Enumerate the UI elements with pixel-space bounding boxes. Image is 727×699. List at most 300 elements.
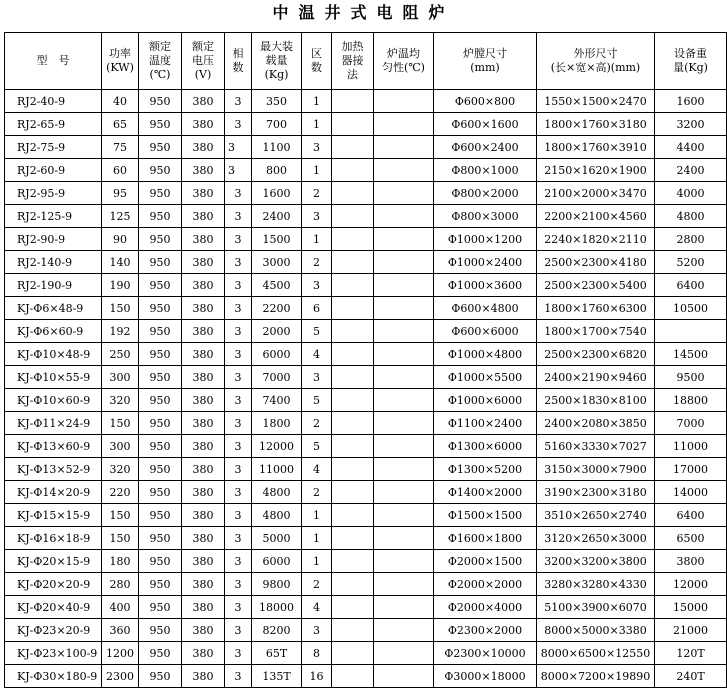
cell-power: 180 [102, 550, 139, 573]
cell-weight: 120T [655, 642, 727, 665]
cell-heater [332, 481, 374, 504]
cell-uniformity [374, 366, 434, 389]
cell-voltage: 380 [182, 435, 225, 458]
cell-power: 150 [102, 504, 139, 527]
cell-voltage: 380 [182, 343, 225, 366]
cell-outer: 2500×2300×6820 [537, 343, 655, 366]
cell-voltage: 380 [182, 113, 225, 136]
furnace-spec-table [4, 32, 727, 688]
cell-weight: 21000 [655, 619, 727, 642]
cell-phase: 3 [225, 251, 252, 274]
cell-temp: 950 [139, 228, 182, 251]
table-row [5, 642, 727, 665]
cell-temp: 950 [139, 182, 182, 205]
cell-heater [332, 504, 374, 527]
cell-voltage: 380 [182, 274, 225, 297]
cell-voltage: 380 [182, 619, 225, 642]
cell-temp: 950 [139, 412, 182, 435]
cell-voltage: 380 [182, 458, 225, 481]
cell-phase: 3 [225, 343, 252, 366]
cell-load: 2000 [252, 320, 302, 343]
cell-load: 1500 [252, 228, 302, 251]
cell-uniformity [374, 389, 434, 412]
cell-power: 250 [102, 343, 139, 366]
cell-outer: 2500×1830×8100 [537, 389, 655, 412]
cell-load: 11000 [252, 458, 302, 481]
cell-phase: 3 [225, 550, 252, 573]
cell-chamber: Φ1300×5200 [434, 458, 537, 481]
cell-model: RJ2-40-9 [5, 90, 102, 113]
cell-weight: 18800 [655, 389, 727, 412]
cell-heater [332, 550, 374, 573]
cell-model: KJ-Φ15×15-9 [5, 504, 102, 527]
cell-power: 90 [102, 228, 139, 251]
cell-temp: 950 [139, 596, 182, 619]
cell-power: 140 [102, 251, 139, 274]
table-row [5, 182, 727, 205]
cell-power: 320 [102, 458, 139, 481]
cell-uniformity [374, 527, 434, 550]
cell-uniformity [374, 458, 434, 481]
table-row [5, 550, 727, 573]
header-heater: 加热 器接 法 [332, 33, 374, 90]
cell-chamber: Φ600×1600 [434, 113, 537, 136]
cell-model: RJ2-95-9 [5, 182, 102, 205]
cell-temp: 950 [139, 90, 182, 113]
cell-zones: 1 [302, 504, 332, 527]
page-title: 中温井式电阻炉 [272, 3, 455, 22]
cell-temp: 950 [139, 297, 182, 320]
cell-model: KJ-Φ14×20-9 [5, 481, 102, 504]
cell-phase: 3 [225, 458, 252, 481]
cell-chamber: Φ2000×4000 [434, 596, 537, 619]
cell-voltage: 380 [182, 412, 225, 435]
cell-voltage: 380 [182, 366, 225, 389]
cell-power: 95 [102, 182, 139, 205]
header-outer: 外形尺寸 (长×宽×高)(mm) [537, 33, 655, 90]
table-row [5, 274, 727, 297]
cell-model: KJ-Φ16×18-9 [5, 527, 102, 550]
table-row [5, 458, 727, 481]
cell-phase: 3 [225, 159, 252, 182]
table-row [5, 596, 727, 619]
cell-phase: 3 [225, 182, 252, 205]
cell-heater [332, 665, 374, 688]
cell-chamber: Φ2300×10000 [434, 642, 537, 665]
cell-weight: 3800 [655, 550, 727, 573]
cell-temp: 950 [139, 159, 182, 182]
cell-zones: 6 [302, 297, 332, 320]
cell-power: 65 [102, 113, 139, 136]
cell-outer: 3510×2650×2740 [537, 504, 655, 527]
cell-chamber: Φ600×800 [434, 90, 537, 113]
cell-heater [332, 435, 374, 458]
cell-outer: 3200×3200×3800 [537, 550, 655, 573]
cell-phase: 3 [225, 665, 252, 688]
cell-load: 1600 [252, 182, 302, 205]
cell-zones: 4 [302, 596, 332, 619]
cell-zones: 1 [302, 113, 332, 136]
cell-weight: 240T [655, 665, 727, 688]
header-zones: 区 数 [302, 33, 332, 90]
cell-load: 5000 [252, 527, 302, 550]
cell-power: 192 [102, 320, 139, 343]
cell-zones: 4 [302, 343, 332, 366]
table-row [5, 366, 727, 389]
cell-weight: 2400 [655, 159, 727, 182]
cell-weight: 9500 [655, 366, 727, 389]
cell-outer: 3190×2300×3180 [537, 481, 655, 504]
cell-zones: 2 [302, 412, 332, 435]
cell-zones: 1 [302, 90, 332, 113]
header-load: 最大装 载量 (Kg) [252, 33, 302, 90]
cell-power: 220 [102, 481, 139, 504]
cell-load: 4800 [252, 504, 302, 527]
header-power: 功率 (KW) [102, 33, 139, 90]
cell-uniformity [374, 159, 434, 182]
cell-heater [332, 320, 374, 343]
cell-model: KJ-Φ13×60-9 [5, 435, 102, 458]
cell-zones: 1 [302, 527, 332, 550]
cell-power: 320 [102, 389, 139, 412]
cell-chamber: Φ600×4800 [434, 297, 537, 320]
table-row [5, 481, 727, 504]
cell-model: RJ2-125-9 [5, 205, 102, 228]
cell-uniformity [374, 550, 434, 573]
cell-load: 7400 [252, 389, 302, 412]
cell-load: 2400 [252, 205, 302, 228]
table-row [5, 320, 727, 343]
cell-weight: 15000 [655, 596, 727, 619]
cell-temp: 950 [139, 665, 182, 688]
cell-voltage: 380 [182, 251, 225, 274]
header-model: 型 号 [5, 33, 102, 90]
cell-voltage: 380 [182, 389, 225, 412]
cell-temp: 950 [139, 343, 182, 366]
cell-model: RJ2-90-9 [5, 228, 102, 251]
cell-zones: 3 [302, 619, 332, 642]
cell-zones: 5 [302, 435, 332, 458]
cell-model: KJ-Φ23×100-9 [5, 642, 102, 665]
cell-uniformity [374, 596, 434, 619]
cell-temp: 950 [139, 527, 182, 550]
header-uniformity: 炉温均 匀性(℃) [374, 33, 434, 90]
cell-uniformity [374, 205, 434, 228]
table-row [5, 435, 727, 458]
cell-outer: 1800×1760×6300 [537, 297, 655, 320]
cell-temp: 950 [139, 113, 182, 136]
cell-phase: 3 [225, 90, 252, 113]
table-row [5, 113, 727, 136]
cell-outer: 1800×1700×7540 [537, 320, 655, 343]
cell-uniformity [374, 228, 434, 251]
cell-heater [332, 159, 374, 182]
cell-weight: 4800 [655, 205, 727, 228]
cell-chamber: Φ1100×2400 [434, 412, 537, 435]
cell-power: 150 [102, 527, 139, 550]
cell-heater [332, 90, 374, 113]
cell-outer: 2500×2300×4180 [537, 251, 655, 274]
cell-weight: 7000 [655, 412, 727, 435]
cell-weight: 4400 [655, 136, 727, 159]
table-row [5, 90, 727, 113]
cell-heater [332, 366, 374, 389]
cell-phase: 3 [225, 642, 252, 665]
cell-heater [332, 412, 374, 435]
cell-model: KJ-Φ10×48-9 [5, 343, 102, 366]
cell-voltage: 380 [182, 320, 225, 343]
table-row [5, 573, 727, 596]
cell-heater [332, 527, 374, 550]
cell-power: 150 [102, 297, 139, 320]
cell-load: 1100 [252, 136, 302, 159]
cell-weight: 1600 [655, 90, 727, 113]
cell-temp: 950 [139, 389, 182, 412]
cell-zones: 16 [302, 665, 332, 688]
table-body [5, 90, 727, 688]
cell-power: 40 [102, 90, 139, 113]
cell-phase: 3 [225, 320, 252, 343]
cell-load: 6000 [252, 550, 302, 573]
cell-outer: 2150×1620×1900 [537, 159, 655, 182]
cell-weight: 11000 [655, 435, 727, 458]
cell-heater [332, 228, 374, 251]
table-row [5, 389, 727, 412]
cell-uniformity [374, 481, 434, 504]
cell-outer: 8000×5000×3380 [537, 619, 655, 642]
cell-load: 6000 [252, 343, 302, 366]
cell-chamber: Φ1600×1800 [434, 527, 537, 550]
cell-outer: 1800×1760×3180 [537, 113, 655, 136]
cell-temp: 950 [139, 573, 182, 596]
cell-voltage: 380 [182, 182, 225, 205]
cell-outer: 5100×3900×6070 [537, 596, 655, 619]
cell-uniformity [374, 274, 434, 297]
cell-model: KJ-Φ6×60-9 [5, 320, 102, 343]
cell-phase: 3 [225, 596, 252, 619]
cell-heater [332, 343, 374, 366]
cell-load: 9800 [252, 573, 302, 596]
cell-power: 300 [102, 435, 139, 458]
table-row [5, 665, 727, 688]
table-row [5, 251, 727, 274]
cell-voltage: 380 [182, 550, 225, 573]
table-row [5, 205, 727, 228]
cell-chamber: Φ2300×2000 [434, 619, 537, 642]
cell-temp: 950 [139, 136, 182, 159]
table-row [5, 136, 727, 159]
cell-outer: 3150×3000×7900 [537, 458, 655, 481]
cell-model: RJ2-75-9 [5, 136, 102, 159]
cell-phase: 3 [225, 527, 252, 550]
table-row [5, 619, 727, 642]
cell-zones: 3 [302, 274, 332, 297]
cell-voltage: 380 [182, 205, 225, 228]
cell-heater [332, 297, 374, 320]
cell-chamber: Φ800×2000 [434, 182, 537, 205]
cell-uniformity [374, 297, 434, 320]
cell-outer: 5160×3330×7027 [537, 435, 655, 458]
cell-zones: 4 [302, 458, 332, 481]
cell-weight: 14000 [655, 481, 727, 504]
cell-load: 4800 [252, 481, 302, 504]
cell-temp: 950 [139, 458, 182, 481]
cell-chamber: Φ800×1000 [434, 159, 537, 182]
cell-outer: 2100×2000×3470 [537, 182, 655, 205]
cell-heater [332, 389, 374, 412]
header-chamber: 炉膛尺寸 (mm) [434, 33, 537, 90]
cell-temp: 950 [139, 274, 182, 297]
cell-uniformity [374, 642, 434, 665]
table-row [5, 412, 727, 435]
cell-outer: 2200×2100×4560 [537, 205, 655, 228]
cell-uniformity [374, 251, 434, 274]
cell-zones: 2 [302, 573, 332, 596]
cell-uniformity [374, 182, 434, 205]
cell-model: KJ-Φ20×20-9 [5, 573, 102, 596]
cell-heater [332, 205, 374, 228]
cell-zones: 5 [302, 320, 332, 343]
cell-phase: 3 [225, 113, 252, 136]
cell-power: 280 [102, 573, 139, 596]
cell-phase: 3 [225, 228, 252, 251]
cell-load: 800 [252, 159, 302, 182]
cell-power: 125 [102, 205, 139, 228]
cell-temp: 950 [139, 642, 182, 665]
cell-phase: 3 [225, 297, 252, 320]
cell-voltage: 380 [182, 297, 225, 320]
cell-outer: 1800×1760×3910 [537, 136, 655, 159]
cell-weight: 14500 [655, 343, 727, 366]
cell-phase: 3 [225, 619, 252, 642]
cell-zones: 3 [302, 136, 332, 159]
cell-model: KJ-Φ23×20-9 [5, 619, 102, 642]
table-row [5, 527, 727, 550]
cell-zones: 2 [302, 481, 332, 504]
cell-chamber: Φ1000×6000 [434, 389, 537, 412]
cell-model: KJ-Φ20×15-9 [5, 550, 102, 573]
cell-load: 135T [252, 665, 302, 688]
cell-heater [332, 251, 374, 274]
cell-chamber: Φ2000×1500 [434, 550, 537, 573]
cell-phase: 3 [225, 205, 252, 228]
cell-load: 8200 [252, 619, 302, 642]
cell-outer: 2500×2300×5400 [537, 274, 655, 297]
cell-uniformity [374, 619, 434, 642]
cell-phase: 3 [225, 435, 252, 458]
table-row [5, 343, 727, 366]
table-row [5, 504, 727, 527]
cell-zones: 2 [302, 182, 332, 205]
cell-load: 65T [252, 642, 302, 665]
cell-model: RJ2-190-9 [5, 274, 102, 297]
cell-outer: 2240×1820×2110 [537, 228, 655, 251]
cell-phase: 3 [225, 274, 252, 297]
cell-weight: 12000 [655, 573, 727, 596]
cell-model: KJ-Φ20×40-9 [5, 596, 102, 619]
cell-heater [332, 182, 374, 205]
cell-phase: 3 [225, 412, 252, 435]
cell-zones: 1 [302, 550, 332, 573]
cell-voltage: 380 [182, 90, 225, 113]
cell-outer: 2400×2190×9460 [537, 366, 655, 389]
cell-heater [332, 113, 374, 136]
cell-chamber: Φ800×3000 [434, 205, 537, 228]
cell-weight: 17000 [655, 458, 727, 481]
cell-uniformity [374, 412, 434, 435]
cell-voltage: 380 [182, 481, 225, 504]
cell-load: 12000 [252, 435, 302, 458]
cell-power: 360 [102, 619, 139, 642]
cell-zones: 5 [302, 389, 332, 412]
cell-phase: 3 [225, 504, 252, 527]
cell-model: KJ-Φ6×48-9 [5, 297, 102, 320]
cell-chamber: Φ1000×4800 [434, 343, 537, 366]
cell-voltage: 380 [182, 665, 225, 688]
cell-phase: 3 [225, 573, 252, 596]
cell-outer: 3280×3280×4330 [537, 573, 655, 596]
cell-weight [655, 320, 727, 343]
header-weight: 设备重 量(Kg) [655, 33, 727, 90]
cell-voltage: 380 [182, 596, 225, 619]
cell-uniformity [374, 113, 434, 136]
cell-heater [332, 458, 374, 481]
table-row [5, 159, 727, 182]
cell-voltage: 380 [182, 136, 225, 159]
cell-uniformity [374, 90, 434, 113]
cell-heater [332, 136, 374, 159]
cell-outer: 3120×2650×3000 [537, 527, 655, 550]
cell-phase: 3 [225, 136, 252, 159]
cell-chamber: Φ1400×2000 [434, 481, 537, 504]
cell-power: 150 [102, 412, 139, 435]
cell-zones: 3 [302, 366, 332, 389]
cell-voltage: 380 [182, 573, 225, 596]
cell-power: 75 [102, 136, 139, 159]
cell-load: 4500 [252, 274, 302, 297]
cell-chamber: Φ1000×2400 [434, 251, 537, 274]
header-temp: 额定 温度 (℃) [139, 33, 182, 90]
cell-model: KJ-Φ10×60-9 [5, 389, 102, 412]
cell-power: 190 [102, 274, 139, 297]
cell-temp: 950 [139, 504, 182, 527]
cell-load: 18000 [252, 596, 302, 619]
cell-voltage: 380 [182, 504, 225, 527]
cell-weight: 4000 [655, 182, 727, 205]
cell-weight: 2800 [655, 228, 727, 251]
cell-model: RJ2-140-9 [5, 251, 102, 274]
cell-outer: 1550×1500×2470 [537, 90, 655, 113]
cell-uniformity [374, 320, 434, 343]
cell-heater [332, 573, 374, 596]
cell-heater [332, 619, 374, 642]
cell-chamber: Φ2000×2000 [434, 573, 537, 596]
cell-chamber: Φ1000×1200 [434, 228, 537, 251]
header-phase: 相 数 [225, 33, 252, 90]
cell-power: 400 [102, 596, 139, 619]
cell-uniformity [374, 343, 434, 366]
cell-chamber: Φ1000×5500 [434, 366, 537, 389]
cell-load: 1800 [252, 412, 302, 435]
cell-heater [332, 596, 374, 619]
cell-power: 300 [102, 366, 139, 389]
cell-model: RJ2-60-9 [5, 159, 102, 182]
header-voltage: 额定 电压 (V) [182, 33, 225, 90]
cell-zones: 8 [302, 642, 332, 665]
cell-outer: 2400×2080×3850 [537, 412, 655, 435]
table-header-row [5, 33, 727, 90]
cell-load: 3000 [252, 251, 302, 274]
